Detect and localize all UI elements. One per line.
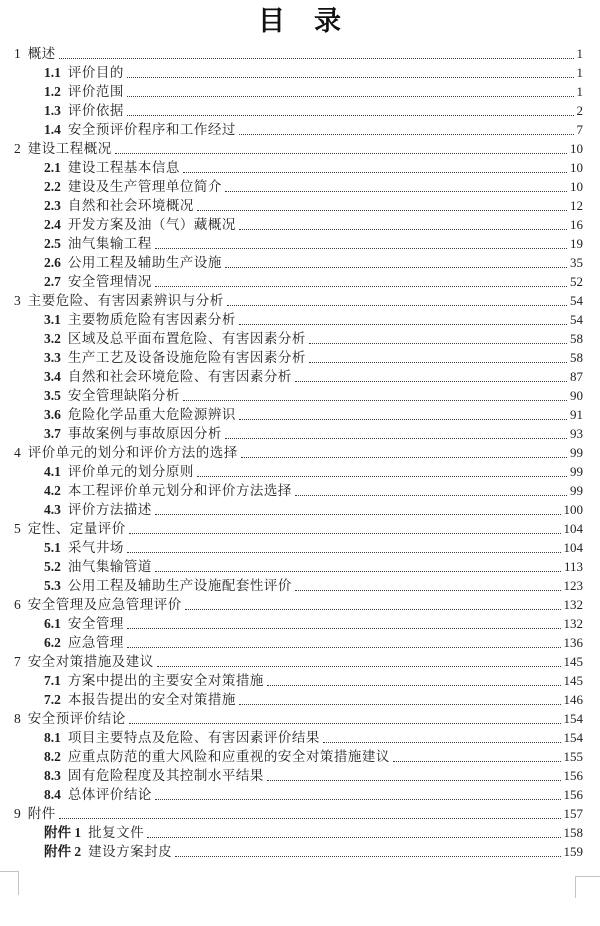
toc-entry-number: 8.1 (44, 730, 61, 745)
toc-entry[interactable] (14, 671, 583, 690)
toc-entry-label: 附件 (27, 806, 56, 821)
toc-entry-label: 本工程评价单元划分和评价方法选择 (67, 483, 292, 498)
dot-leader (185, 609, 561, 610)
dot-leader (393, 761, 561, 762)
dot-leader (241, 457, 567, 458)
toc-entry-page: 155 (563, 749, 583, 764)
toc-entry-label: 自然和社会环境危险、有害因素分析 (67, 369, 292, 384)
toc-entry-page: 104 (563, 540, 583, 555)
dot-leader (267, 780, 561, 781)
toc-entry-number: 3.5 (44, 388, 61, 403)
toc-entry-page: 10 (570, 179, 583, 194)
toc-entry[interactable] (14, 158, 583, 177)
toc-entry-label: 评价单元的划分原则 (67, 464, 194, 479)
toc-entry-label: 项目主要特点及危险、有害因素评价结果 (67, 730, 320, 745)
toc-entry[interactable] (14, 481, 583, 500)
toc-entry-label: 建设方案封皮 (88, 844, 173, 859)
toc-entry-number: 1.3 (44, 103, 61, 118)
toc-entry-page: 54 (570, 312, 583, 327)
toc-entry-page: 10 (570, 160, 583, 175)
toc-entry[interactable] (14, 329, 583, 348)
toc-entry-label: 安全预评价程序和工作经过 (67, 122, 236, 137)
toc-entry-label: 安全管理情况 (67, 274, 152, 289)
toc-entry[interactable] (14, 405, 583, 424)
toc-entry-number: 8.4 (44, 787, 61, 802)
dot-leader (129, 533, 561, 534)
toc-entry-page: 58 (570, 350, 583, 365)
toc-entry-number: 6.2 (44, 635, 61, 650)
page-title: 目 录 (258, 6, 342, 36)
toc-entry-number: 1.2 (44, 84, 61, 99)
toc-entry-number: 3.1 (44, 312, 61, 327)
toc-entry-number: 8.2 (44, 749, 61, 764)
toc-entry-page: 90 (570, 388, 583, 403)
toc-entry-page: 100 (563, 502, 583, 517)
toc-entry-page: 146 (563, 692, 583, 707)
toc-entry[interactable] (14, 823, 583, 842)
toc-entry[interactable] (14, 519, 583, 538)
toc-entry[interactable] (14, 234, 583, 253)
toc-entry-page: 159 (563, 844, 583, 859)
toc-entry-number: 6 (14, 597, 21, 612)
toc-entry-label: 公用工程及辅助生产设施配套性评价 (67, 578, 292, 593)
dot-leader (127, 628, 561, 629)
dot-leader (225, 438, 567, 439)
text-boundary-mark-bottom-right (575, 876, 600, 898)
toc-entry[interactable] (14, 633, 583, 652)
toc-entry[interactable] (14, 690, 583, 709)
dot-leader (239, 134, 574, 135)
dot-leader (227, 305, 567, 306)
toc-entry-number: 7 (14, 654, 21, 669)
toc-entry-label: 评价方法描述 (67, 502, 152, 517)
toc-entry-label: 批复文件 (88, 825, 145, 840)
toc-entry-label: 油气集输工程 (67, 236, 152, 251)
toc-entry-label: 应急管理 (67, 635, 124, 650)
toc-entry-number: 5.1 (44, 540, 61, 555)
toc-entry[interactable] (14, 424, 583, 443)
toc-entry-page: 99 (570, 445, 583, 460)
toc-entry-page: 93 (570, 426, 583, 441)
toc-entry-number: 3.6 (44, 407, 61, 422)
toc-entry-page: 91 (570, 407, 583, 422)
dot-leader (239, 419, 567, 420)
toc-entry-number: 附件 1 (44, 825, 82, 840)
toc-entry-label: 开发方案及油（气）藏概况 (67, 217, 236, 232)
toc-entry[interactable] (14, 500, 583, 519)
toc-entry-label: 主要物质危险有害因素分析 (67, 312, 236, 327)
dot-leader (239, 229, 567, 230)
toc-entry-number: 3.2 (44, 331, 61, 346)
toc-entry-page: 157 (563, 806, 583, 821)
toc-entry[interactable] (14, 101, 583, 120)
dot-leader (59, 58, 574, 59)
dot-leader (295, 495, 567, 496)
toc-entry-page: 87 (570, 369, 583, 384)
toc-entry[interactable] (14, 747, 583, 766)
toc-entry-number: 9 (14, 806, 21, 821)
toc-entry[interactable] (14, 728, 583, 747)
toc-entry-label: 主要危险、有害因素辨识与分析 (27, 293, 224, 308)
toc-entry-label: 公用工程及辅助生产设施 (67, 255, 222, 270)
toc-entry-page: 123 (563, 578, 583, 593)
toc-entry[interactable] (14, 614, 583, 633)
toc-entry-label: 安全管理 (67, 616, 124, 631)
dot-leader (115, 153, 567, 154)
toc-entry-number: 5.2 (44, 559, 61, 574)
toc-entry-number: 4.1 (44, 464, 61, 479)
toc-entry-label: 应重点防范的重大风险和应重视的安全对策措施建议 (67, 749, 390, 764)
toc-entry-label: 区域及总平面布置危险、有害因素分析 (67, 331, 306, 346)
toc-entry-label: 建设及生产管理单位简介 (67, 179, 222, 194)
dot-leader (155, 799, 561, 800)
dot-leader (309, 343, 567, 344)
toc-entry-page: 35 (570, 255, 583, 270)
toc-entry[interactable] (14, 538, 583, 557)
dot-leader (197, 476, 567, 477)
toc-entry-label: 总体评价结论 (67, 787, 152, 802)
toc-entry-page: 113 (563, 559, 583, 574)
toc-entry-page: 104 (563, 521, 583, 536)
toc-entry[interactable] (14, 310, 583, 329)
dot-leader (127, 96, 574, 97)
toc-entry-label: 安全对策措施及建议 (27, 654, 154, 669)
toc-entry[interactable] (14, 291, 583, 310)
toc-entry[interactable] (14, 215, 583, 234)
toc-entry-number: 5 (14, 521, 21, 536)
toc-entry-number: 2.5 (44, 236, 61, 251)
toc-entry-label: 危险化学品重大危险源辨识 (67, 407, 236, 422)
dot-leader (239, 704, 561, 705)
toc-entry[interactable] (14, 367, 583, 386)
toc-entry-page: 99 (570, 483, 583, 498)
dot-leader (155, 514, 561, 515)
toc-entry[interactable] (14, 785, 583, 804)
toc-entry-label: 概述 (27, 46, 56, 61)
toc-entry[interactable] (14, 348, 583, 367)
toc-entry[interactable] (14, 709, 583, 728)
dot-leader (239, 324, 567, 325)
toc-entry[interactable] (14, 804, 583, 823)
toc-entry-number: 6.1 (44, 616, 61, 631)
toc-entry-number: 3.4 (44, 369, 61, 384)
dot-leader (323, 742, 561, 743)
dot-leader (155, 248, 567, 249)
toc-entry-number: 3.7 (44, 426, 61, 441)
toc-entry[interactable] (14, 63, 583, 82)
toc-entry-number: 4.3 (44, 502, 61, 517)
toc-entry[interactable] (14, 44, 583, 63)
toc-entry-number: 2.2 (44, 179, 61, 194)
toc-entry-number: 2.6 (44, 255, 61, 270)
toc-entry-number: 8 (14, 711, 21, 726)
toc-entry-label: 建设工程概况 (27, 141, 112, 156)
dot-leader (267, 685, 561, 686)
toc-entry[interactable] (14, 595, 583, 614)
toc-entry[interactable] (14, 557, 583, 576)
toc-entry-number: 7.2 (44, 692, 61, 707)
toc-entry-page: 52 (570, 274, 583, 289)
toc-entry[interactable] (14, 386, 583, 405)
toc-entry-page: 154 (563, 711, 583, 726)
toc-entry-label: 本报告提出的安全对策措施 (67, 692, 236, 707)
toc-entry-label: 评价单元的划分和评价方法的选择 (27, 445, 238, 460)
toc-entry-number: 7.1 (44, 673, 61, 688)
dot-leader (59, 818, 561, 819)
dot-leader (127, 115, 574, 116)
toc-entry-label: 方案中提出的主要安全对策措施 (67, 673, 264, 688)
toc-entry-page: 10 (570, 141, 583, 156)
toc-entry-page: 1 (576, 84, 583, 99)
dot-leader (155, 571, 561, 572)
toc-entry-number: 1.1 (44, 65, 61, 80)
toc-entry-label: 生产工艺及设备设施危险有害因素分析 (67, 350, 306, 365)
dot-leader (225, 191, 567, 192)
dot-leader (155, 286, 567, 287)
toc-entry-number: 2.3 (44, 198, 61, 213)
dot-leader (127, 552, 561, 553)
toc-entry[interactable] (14, 82, 583, 101)
toc-entry-number: 3 (14, 293, 21, 308)
toc-entry-number: 附件 2 (44, 844, 82, 859)
toc-entry-label: 定性、定量评价 (27, 521, 126, 536)
toc-entry-label: 建设工程基本信息 (67, 160, 180, 175)
toc-entry-number: 4 (14, 445, 21, 460)
toc-entry[interactable] (14, 576, 583, 595)
toc-entry-page: 156 (563, 787, 583, 802)
toc-entry-label: 安全管理缺陷分析 (67, 388, 180, 403)
toc-entry-page: 19 (570, 236, 583, 251)
toc-entry-number: 1 (14, 46, 21, 61)
toc-entry-number: 2.7 (44, 274, 61, 289)
toc-entry-page: 7 (576, 122, 583, 137)
dot-leader (183, 400, 567, 401)
toc-entry-page: 54 (570, 293, 583, 308)
toc-entry-page: 12 (570, 198, 583, 213)
dot-leader (147, 837, 560, 838)
toc-entry-page: 156 (563, 768, 583, 783)
toc-entry-label: 油气集输管道 (67, 559, 152, 574)
toc-entry-number: 2.4 (44, 217, 61, 232)
toc-entry-page: 154 (563, 730, 583, 745)
toc-entry[interactable] (14, 177, 583, 196)
toc-entry-number: 3.3 (44, 350, 61, 365)
dot-leader (197, 210, 567, 211)
toc-entry-label: 安全预评价结论 (27, 711, 126, 726)
toc-entry[interactable] (14, 652, 583, 671)
toc-list (0, 42, 600, 861)
toc-entry[interactable] (14, 462, 583, 481)
dot-leader (225, 267, 567, 268)
toc-entry-number: 2 (14, 141, 21, 156)
dot-leader (127, 77, 574, 78)
toc-entry[interactable] (14, 766, 583, 785)
toc-entry-page: 16 (570, 217, 583, 232)
toc-entry[interactable] (14, 196, 583, 215)
toc-entry[interactable] (14, 272, 583, 291)
toc-entry-page: 132 (563, 616, 583, 631)
toc-entry[interactable] (14, 443, 583, 462)
toc-entry-page: 158 (563, 825, 583, 840)
dot-leader (127, 647, 561, 648)
toc-entry-number: 8.3 (44, 768, 61, 783)
toc-entry-label: 评价依据 (67, 103, 124, 118)
toc-entry-page: 58 (570, 331, 583, 346)
dot-leader (129, 723, 561, 724)
toc-entry-page: 132 (563, 597, 583, 612)
toc-entry-label: 事故案例与事故原因分析 (67, 426, 222, 441)
dot-leader (157, 666, 561, 667)
toc-entry-page: 1 (576, 46, 583, 61)
toc-entry-label: 采气井场 (67, 540, 124, 555)
toc-entry-page: 1 (576, 65, 583, 80)
toc-entry-label: 自然和社会环境概况 (67, 198, 194, 213)
toc-entry-label: 评价目的 (67, 65, 124, 80)
toc-entry-number: 4.2 (44, 483, 61, 498)
toc-entry-label: 固有危险程度及其控制水平结果 (67, 768, 264, 783)
toc-entry-page: 136 (563, 635, 583, 650)
toc-entry-number: 5.3 (44, 578, 61, 593)
dot-leader (175, 856, 560, 857)
toc-entry-number: 1.4 (44, 122, 61, 137)
dot-leader (309, 362, 567, 363)
toc-entry-number: 2.1 (44, 160, 61, 175)
dot-leader (295, 381, 567, 382)
toc-entry-page: 145 (563, 654, 583, 669)
toc-entry[interactable] (14, 139, 583, 158)
dot-leader (183, 172, 567, 173)
toc-entry[interactable] (14, 842, 583, 861)
toc-entry[interactable] (14, 120, 583, 139)
toc-entry-page: 99 (570, 464, 583, 479)
toc-entry-label: 安全管理及应急管理评价 (27, 597, 182, 612)
toc-entry-page: 2 (576, 103, 583, 118)
toc-entry-page: 145 (563, 673, 583, 688)
dot-leader (295, 590, 561, 591)
text-boundary-mark-bottom-left (0, 871, 19, 895)
toc-entry-label: 评价范围 (67, 84, 124, 99)
toc-entry[interactable] (14, 253, 583, 272)
